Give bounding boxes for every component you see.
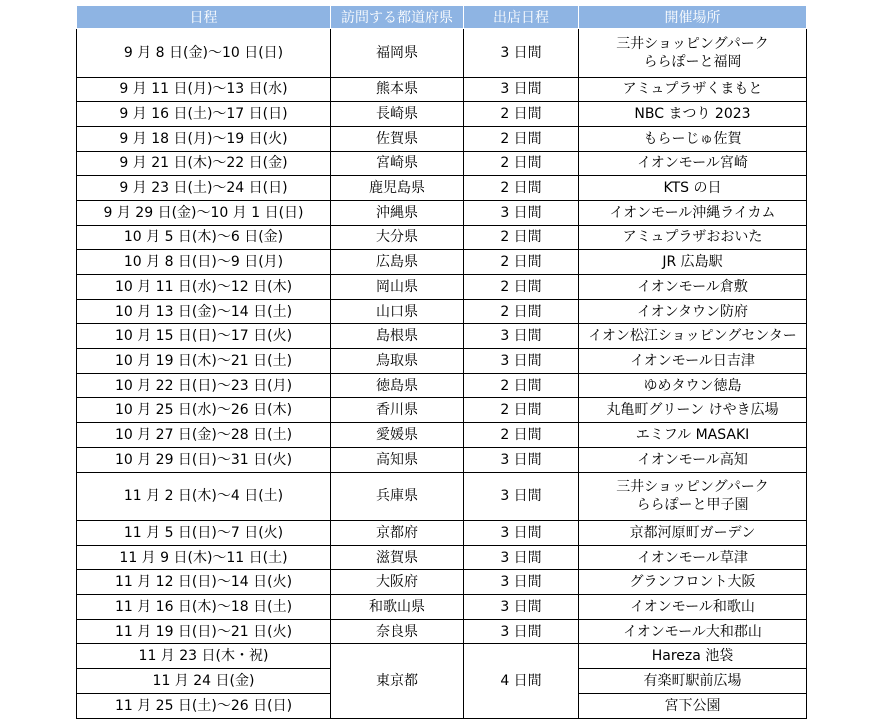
- venue-cell: [579, 570, 807, 595]
- prefecture-cell: 沖縄県: [331, 200, 464, 225]
- table-row: [77, 250, 807, 275]
- venue-line: KTS の日: [663, 180, 722, 197]
- venue-line: イオンモール宮崎: [637, 155, 748, 172]
- date-cell: 11 月 24 日(金): [77, 669, 331, 694]
- header-row: [77, 6, 807, 29]
- prefecture-cell: 滋賀県: [331, 545, 464, 570]
- date-cell: 11 月 12 日(日)～14 日(火): [77, 570, 331, 595]
- date-cell: 9 月 18 日(月)～19 日(火): [77, 126, 331, 151]
- date-cell: 10 月 13 日(金)～14 日(土): [77, 299, 331, 324]
- venue-line: グランフロント大阪: [629, 574, 756, 591]
- duration-cell: 3 日間: [464, 472, 579, 521]
- venue-line: アミュプラザおおいた: [622, 229, 763, 246]
- date-cell: 10 月 5 日(木)～6 日(金): [77, 225, 331, 250]
- venue-line: イオンモール沖縄ライカム: [609, 204, 776, 221]
- venue-cell: [579, 299, 807, 324]
- table-row: [77, 200, 807, 225]
- venue-cell: 有楽町駅前広場: [579, 669, 807, 694]
- table-row: [77, 447, 807, 472]
- date-cell: 9 月 16 日(土)～17 日(日): [77, 102, 331, 127]
- date-cell: 11 月 2 日(木)～4 日(土): [77, 472, 331, 521]
- duration-cell: 3 日間: [464, 521, 579, 546]
- prefecture-cell: 奈良県: [331, 619, 464, 644]
- table-row: [77, 225, 807, 250]
- prefecture-cell: 徳島県: [331, 373, 464, 398]
- duration-cell: 3 日間: [464, 77, 579, 102]
- date-cell: 9 月 8 日(金)～10 日(日): [77, 29, 331, 78]
- venue-line: イオンモール高知: [637, 451, 748, 468]
- duration-cell: 2 日間: [464, 373, 579, 398]
- venue-cell: [579, 398, 807, 423]
- table-row: [77, 570, 807, 595]
- duration-cell: 3 日間: [464, 349, 579, 374]
- table-row: [77, 151, 807, 176]
- venue-line: イオンモール和歌山: [630, 598, 755, 615]
- venue-cell: [579, 595, 807, 620]
- table-row: [77, 423, 807, 448]
- header-duration: 出店日程: [464, 6, 579, 29]
- prefecture-cell: 岡山県: [331, 275, 464, 300]
- prefecture-cell: 愛媛県: [331, 423, 464, 448]
- prefecture-cell: 熊本県: [331, 77, 464, 102]
- venue-cell: 宮下公園: [579, 693, 807, 718]
- table-row: [77, 398, 807, 423]
- date-cell: 10 月 27 日(金)～28 日(土): [77, 423, 331, 448]
- table-row: [77, 373, 807, 398]
- table-row: [77, 275, 807, 300]
- venue-line: ゆめタウン徳島: [643, 377, 742, 394]
- venue-line: 三井ショッピングパーク: [616, 35, 769, 52]
- venue-line: ららぽーと甲子園: [636, 497, 749, 514]
- header-date: 日程: [77, 6, 331, 29]
- duration-cell: 2 日間: [464, 299, 579, 324]
- date-cell: 10 月 15 日(日)～17 日(火): [77, 324, 331, 349]
- date-cell: 11 月 23 日(木・祝): [77, 644, 331, 669]
- prefecture-cell: 和歌山県: [331, 595, 464, 620]
- prefecture-cell: 東京都: [331, 644, 464, 718]
- venue-cell: [579, 324, 807, 349]
- duration-cell: 2 日間: [464, 398, 579, 423]
- table-row: [77, 176, 807, 201]
- venue-cell: [579, 423, 807, 448]
- date-cell: 11 月 25 日(土)～26 日(日): [77, 693, 331, 718]
- duration-cell: 2 日間: [464, 151, 579, 176]
- venue-line: アミュプラザくまもと: [622, 81, 763, 98]
- prefecture-cell: 兵庫県: [331, 472, 464, 521]
- venue-line: エミフル MASAKI: [635, 426, 750, 443]
- venue-cell: [579, 250, 807, 275]
- duration-cell: 4 日間: [464, 644, 579, 718]
- duration-cell: 3 日間: [464, 324, 579, 349]
- venue-cell: [579, 373, 807, 398]
- venue-cell: [579, 151, 807, 176]
- table-row: [77, 521, 807, 546]
- venue-cell: [579, 77, 807, 102]
- prefecture-cell: 宮崎県: [331, 151, 464, 176]
- table-row: [77, 102, 807, 127]
- duration-cell: 2 日間: [464, 423, 579, 448]
- date-cell: 11 月 16 日(木)～18 日(土): [77, 595, 331, 620]
- prefecture-cell: 佐賀県: [331, 126, 464, 151]
- duration-cell: 3 日間: [464, 447, 579, 472]
- date-cell: 10 月 19 日(木)～21 日(土): [77, 349, 331, 374]
- duration-cell: 3 日間: [464, 619, 579, 644]
- venue-line: 丸亀町グリーン けやき広場: [606, 402, 779, 419]
- table-row: [77, 126, 807, 151]
- venue-cell: [579, 275, 807, 300]
- prefecture-cell: 大阪府: [331, 570, 464, 595]
- venue-line: イオンタウン防府: [636, 303, 749, 320]
- venue-line: もらーじゅ佐賀: [643, 130, 742, 147]
- table-row: [77, 619, 807, 644]
- duration-cell: 2 日間: [464, 102, 579, 127]
- prefecture-cell: 山口県: [331, 299, 464, 324]
- venue-cell: Hareza 池袋: [579, 644, 807, 669]
- venue-line: イオン松江ショッピングセンター: [588, 328, 797, 345]
- venue-cell: [579, 619, 807, 644]
- table-row: [77, 29, 807, 78]
- table-row: [77, 77, 807, 102]
- duration-cell: 3 日間: [464, 200, 579, 225]
- duration-cell: 2 日間: [464, 176, 579, 201]
- duration-cell: 2 日間: [464, 225, 579, 250]
- date-cell: 11 月 5 日(日)～7 日(火): [77, 521, 331, 546]
- date-cell: 10 月 25 日(水)～26 日(木): [77, 398, 331, 423]
- venue-line: イオンモール倉敷: [637, 278, 748, 295]
- date-cell: 10 月 8 日(日)～9 日(月): [77, 250, 331, 275]
- table-row: [77, 545, 807, 570]
- duration-cell: 3 日間: [464, 29, 579, 78]
- venue-line: JR 広島駅: [662, 254, 723, 271]
- venue-line: イオンモール草津: [637, 549, 748, 566]
- header-venue: 開催場所: [579, 6, 807, 29]
- duration-cell: 2 日間: [464, 126, 579, 151]
- duration-cell: 2 日間: [464, 250, 579, 275]
- table-row: [77, 349, 807, 374]
- venue-cell: [579, 176, 807, 201]
- prefecture-cell: 長崎県: [331, 102, 464, 127]
- table-row: [77, 595, 807, 620]
- prefecture-cell: 島根県: [331, 324, 464, 349]
- prefecture-cell: 広島県: [331, 250, 464, 275]
- venue-cell: [579, 545, 807, 570]
- venue-line: ららぽーと福岡: [643, 53, 742, 70]
- schedule-table: [76, 5, 807, 719]
- prefecture-cell: 福岡県: [331, 29, 464, 78]
- duration-cell: 3 日間: [464, 570, 579, 595]
- venue-cell: [579, 447, 807, 472]
- table-row: [77, 299, 807, 324]
- date-cell: 10 月 11 日(水)～12 日(木): [77, 275, 331, 300]
- venue-cell: [579, 126, 807, 151]
- venue-line: イオンモール大和郡山: [623, 623, 762, 640]
- table-row: [77, 644, 807, 669]
- date-cell: 10 月 22 日(日)～23 日(月): [77, 373, 331, 398]
- venue-cell: [579, 472, 807, 521]
- venue-cell: [579, 29, 807, 78]
- venue-cell: [579, 225, 807, 250]
- date-cell: 11 月 9 日(木)～11 日(土): [77, 545, 331, 570]
- venue-cell: [579, 102, 807, 127]
- date-cell: 9 月 29 日(金)～10 月 1 日(日): [77, 200, 331, 225]
- venue-line: イオンモール日吉津: [630, 352, 755, 369]
- duration-cell: 3 日間: [464, 545, 579, 570]
- venue-line: 京都河原町ガーデン: [629, 524, 756, 541]
- prefecture-cell: 高知県: [331, 447, 464, 472]
- date-cell: 11 月 19 日(日)～21 日(火): [77, 619, 331, 644]
- venue-line: NBC まつり 2023: [634, 106, 751, 123]
- table-body: [77, 29, 807, 719]
- venue-cell: [579, 349, 807, 374]
- prefecture-cell: 鹿児島県: [331, 176, 464, 201]
- duration-cell: 3 日間: [464, 595, 579, 620]
- date-cell: 9 月 21 日(木)～22 日(金): [77, 151, 331, 176]
- venue-cell: [579, 521, 807, 546]
- table-row: [77, 472, 807, 521]
- header-prefecture: 訪問する都道府県: [331, 6, 464, 29]
- prefecture-cell: 香川県: [331, 398, 464, 423]
- date-cell: 10 月 29 日(日)～31 日(火): [77, 447, 331, 472]
- prefecture-cell: 大分県: [331, 225, 464, 250]
- duration-cell: 2 日間: [464, 275, 579, 300]
- table-row: [77, 324, 807, 349]
- prefecture-cell: 京都府: [331, 521, 464, 546]
- date-cell: 9 月 23 日(土)～24 日(日): [77, 176, 331, 201]
- prefecture-cell: 鳥取県: [331, 349, 464, 374]
- date-cell: 9 月 11 日(月)～13 日(水): [77, 77, 331, 102]
- venue-cell: [579, 200, 807, 225]
- venue-line: 三井ショッピングパーク: [616, 479, 769, 496]
